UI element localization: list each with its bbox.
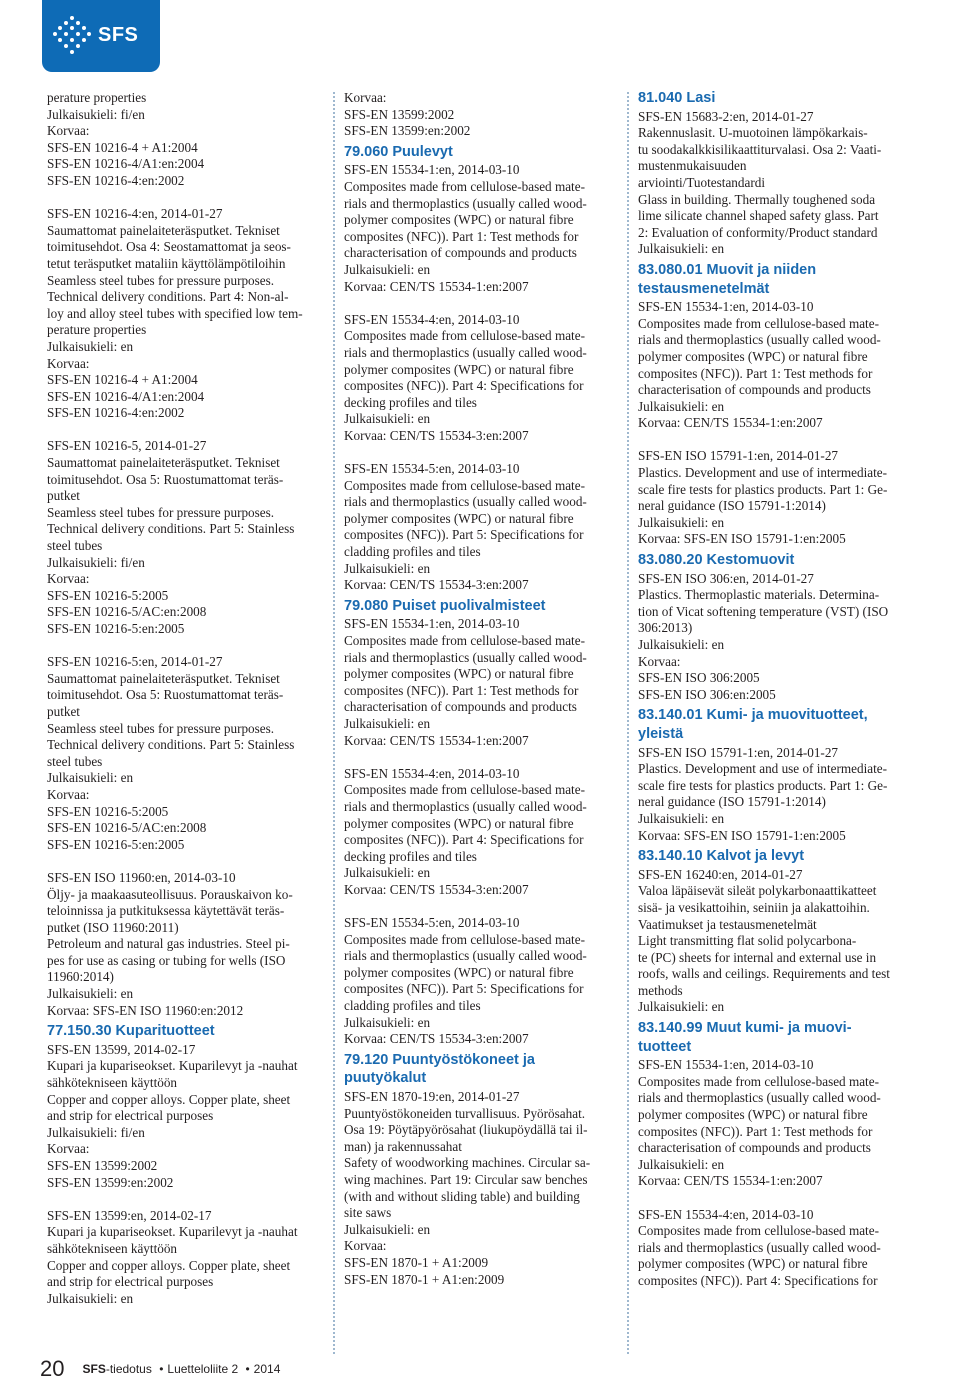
text-line: Composites made from cellulose-based mate- (638, 1073, 879, 1089)
text-line: pes for use as casing or tubing for wells (ISO (47, 952, 286, 968)
text-line: tu soodakalkkisilikaattiturvalasi. Osa 2: Vaati- (638, 141, 882, 157)
text-line: neral guidance (ISO 15791-1:2014) (638, 794, 826, 810)
text-line: Seamless steel tubes for pressure purposes. (47, 272, 275, 288)
text-line: Light transmitting flat solid polycarbona- (638, 933, 857, 949)
text-line: Plastics. Thermoplastic materials. Determina- (638, 587, 880, 603)
text-line: SFS-EN 13599, 2014-02-17 (47, 1041, 196, 1057)
text-line: Julkaisukieli: en (47, 338, 134, 354)
text-line: Julkaisukieli: fi/en (47, 1124, 145, 1140)
text-line: Korvaa: CEN/TS 15534-3:en:2007 (344, 427, 529, 443)
text-line: Rakennuslasit. U-muotoinen lämpökarkais- (638, 125, 868, 141)
text-line: composites (NFC)). Part 1: Test methods for (344, 228, 579, 244)
text-line: SFS-EN 15683-2:en, 2014-01-27 (638, 108, 814, 124)
text-line: sähkötekniseen käyttöön (47, 1075, 178, 1091)
paragraph-gap (344, 899, 619, 916)
text-line: Composites made from cellulose-based mate- (638, 315, 879, 331)
text-line: characterisation of compounds and products (638, 382, 871, 398)
text-line: Plastics. Development and use of intermediate- (638, 465, 888, 481)
text-line: Korvaa: (47, 571, 90, 587)
section-heading: 83.080.20 Kestomuovit (638, 552, 795, 569)
text-line: tion of Vicat softening temperature (VST) (ISO (638, 603, 889, 619)
text-line: composites (NFC)). Part 5: Specifications for (344, 527, 584, 543)
text-line: SFS-EN 10216-5:2005 (47, 803, 169, 819)
text-line: lime silicate channel shaped safety glass. Part (638, 208, 879, 224)
section-heading: 83.080.01 Muovit ja niiden (638, 261, 817, 278)
text-line: SFS-EN 1870-1 + A1:2009 (344, 1254, 489, 1270)
text-line: cladding profiles and tiles (344, 544, 481, 560)
paragraph-gap (344, 295, 619, 312)
logo-dots-icon (52, 14, 92, 58)
text-line: polymer composites (WPC) or natural fibre (344, 964, 574, 980)
text-line: Julkaisukieli: en (638, 1156, 725, 1172)
text-line: SFS-EN 10216-5:en:2005 (47, 836, 185, 852)
text-line: Korvaa: (344, 1238, 387, 1254)
text-line: polymer composites (WPC) or natural fibre (638, 1256, 868, 1272)
text-line: wing machines. Part 19: Circular saw benches (344, 1172, 588, 1187)
section-heading: 79.120 Puuntyöstökoneet ja (344, 1051, 535, 1068)
text-line: Korvaa: SFS-EN ISO 11960:en:2012 (47, 1002, 244, 1018)
text-line: SFS-EN 10216-5/AC:en:2008 (47, 820, 207, 836)
text-line: Puuntyöstökoneiden turvallisuus. Pyörösahat. (344, 1105, 586, 1121)
text-line: tetut teräsputket mataliin käyttölämpötiloihin (47, 255, 286, 271)
text-line: cladding profiles and tiles (344, 998, 481, 1014)
column-divider (333, 92, 335, 1354)
text-line: putket (ISO 11960:2011) (47, 919, 179, 935)
paragraph-gap (47, 190, 323, 207)
text-line: polymer composites (WPC) or natural fibre (638, 348, 868, 364)
text-line: characterisation of compounds and products (638, 1140, 871, 1156)
text-line: Korvaa: (47, 1141, 90, 1157)
text-line: Safety of woodworking machines. Circular sa- (344, 1155, 591, 1171)
text-line: Composites made from cellulose-based mate- (344, 477, 585, 493)
text-line: Korvaa: SFS-EN ISO 15791-1:en:2005 (638, 827, 846, 843)
text-line: steel tubes (47, 538, 103, 554)
paragraph-gap (47, 853, 323, 870)
text-line: toimitusehdot. Osa 5: Ruostumattomat teräs- (47, 687, 284, 703)
section-heading: tuotteet (638, 1038, 692, 1055)
section-heading: yleistä (638, 725, 684, 742)
section-heading: 77.150.30 Kuparituotteet (47, 1023, 215, 1040)
text-line: decking profiles and tiles (344, 848, 477, 864)
text-line: Korvaa: (47, 786, 90, 802)
text-line: polymer composites (WPC) or natural fibre (344, 510, 574, 526)
text-line: man) ja rakennussahat (344, 1138, 462, 1154)
text-line: SFS-EN 10216-4/A1:en:2004 (47, 156, 205, 172)
text-line: Composites made from cellulose-based mate- (344, 931, 585, 947)
text-line: rials and thermoplastics (usually called wood- (344, 649, 587, 665)
section-heading: 79.060 Puulevyt (344, 143, 453, 160)
text-line: SFS-EN 10216-5, 2014-01-27 (47, 438, 207, 454)
text-line: Korvaa: (47, 355, 90, 371)
text-line: methods (638, 982, 683, 998)
text-line: Julkaisukieli: en (344, 715, 431, 731)
text-line: SFS-EN 1870-1 + A1:en:2009 (344, 1271, 505, 1287)
text-line: Julkaisukieli: en (638, 398, 725, 414)
text-line: SFS-EN 13599:2002 (344, 106, 455, 122)
text-line: Glass in building. Thermally toughened soda (638, 191, 876, 207)
text-line: Korvaa: CEN/TS 15534-1:en:2007 (344, 278, 529, 294)
section-heading: 83.140.10 Kalvot ja levyt (638, 848, 805, 865)
text-line: decking profiles and tiles (344, 394, 477, 410)
text-line: composites (NFC)). Part 1: Test methods for (344, 682, 579, 698)
text-line: Osa 19: Pöytäpyörösahat (liukupöydällä tai il- (344, 1122, 588, 1138)
footer-publication: Luetteloliite 2 (167, 1362, 239, 1376)
text-line: Copper and copper alloys. Copper plate, sheet (47, 1257, 291, 1273)
text-line: Copper and copper alloys. Copper plate, sheet (47, 1091, 291, 1107)
text-line: putket (47, 703, 80, 719)
text-line: rials and thermoplastics (usually called wood- (344, 195, 587, 211)
text-line: steel tubes (47, 753, 103, 769)
text-line: SFS-EN ISO 306:en, 2014-01-27 (638, 570, 814, 586)
text-line: Julkaisukieli: en (638, 810, 725, 826)
text-line: Julkaisukieli: en (344, 261, 431, 277)
text-line: characterisation of compounds and products (344, 699, 577, 715)
text-line: polymer composites (WPC) or natural fibre (344, 212, 574, 228)
text-line: SFS-EN 10216-5:2005 (47, 587, 169, 603)
text-line: Julkaisukieli: fi/en (47, 554, 145, 570)
text-line: scale fire tests for plastics products. Part 1: Ge- (638, 481, 888, 497)
footer-separator: • (245, 1362, 250, 1376)
footer-brand: SFS (82, 1362, 106, 1376)
text-line: SFS-EN ISO 306:en:2005 (638, 686, 776, 702)
text-line: Korvaa: (344, 90, 387, 105)
sfs-logo (42, 0, 160, 72)
text-line: rials and thermoplastics (usually called wood- (344, 798, 587, 814)
page-number: 20 (40, 1356, 65, 1381)
text-line: roofs, walls and ceilings. Requirements and test (638, 966, 890, 982)
text-line: Korvaa: (638, 653, 681, 669)
text-line: Julkaisukieli: en (638, 999, 725, 1015)
text-line: Julkaisukieli: en (344, 411, 431, 427)
text-line: polymer composites (WPC) or natural fibre (344, 666, 574, 682)
paragraph-gap (638, 432, 913, 449)
paragraph-gap (47, 638, 323, 655)
text-line: 11960:2014) (47, 969, 114, 985)
paragraph-gap (638, 1190, 913, 1207)
text-line: SFS-EN 10216-4:en:2002 (47, 172, 185, 188)
text-line: SFS-EN 13599:en, 2014-02-17 (47, 1207, 212, 1223)
paragraph-gap (47, 422, 323, 439)
text-line: Composites made from cellulose-based mate- (638, 1223, 879, 1239)
text-line: composites (NFC)). Part 4: Specifications for (344, 378, 584, 394)
text-line: site saws (344, 1205, 392, 1221)
text-line: Valoa läpäisevät sileät polykarbonaattikatteet (638, 883, 877, 899)
text-line: sisä- ja vesikattoihin, seiniin ja alakattoihin. (638, 899, 870, 915)
text-line: Seamless steel tubes for pressure purposes. (47, 504, 275, 520)
text-line: SFS-EN 13599:en:2002 (344, 123, 471, 139)
text-line: SFS-EN 15534-5:en, 2014-03-10 (344, 461, 520, 477)
text-line: composites (NFC)). Part 4: Specifications for (638, 1272, 878, 1288)
text-line: and strip for electrical purposes (47, 1108, 214, 1124)
page-footer (40, 1356, 280, 1382)
text-line: SFS-EN 15534-1:en, 2014-03-10 (638, 299, 814, 315)
text-line: Korvaa: CEN/TS 15534-3:en:2007 (344, 1031, 529, 1047)
text-line: Saumattomat painelaiteteräsputket. Tekniset (47, 670, 280, 686)
text-line: putket (47, 488, 80, 504)
text-line: rials and thermoplastics (usually called wood- (344, 948, 587, 964)
text-line: Julkaisukieli: en (638, 241, 725, 257)
section-heading: 83.140.01 Kumi- ja muovituotteet, (638, 707, 868, 724)
text-line: SFS-EN 15534-1:en, 2014-03-10 (344, 162, 520, 178)
text-line: Julkaisukieli: en (638, 514, 725, 530)
text-line: SFS-EN ISO 15791-1:en, 2014-01-27 (638, 448, 839, 464)
text-line: Plastics. Development and use of intermediate- (638, 761, 888, 777)
section-heading: 79.080 Puiset puolivalmisteet (344, 597, 546, 614)
text-line: SFS-EN 15534-4:en, 2014-03-10 (638, 1206, 814, 1222)
text-line: Korvaa: (47, 123, 90, 139)
text-line: Korvaa: CEN/TS 15534-3:en:2007 (344, 577, 529, 593)
text-line: characterisation of compounds and products (344, 245, 577, 261)
paragraph-gap (344, 749, 619, 766)
text-line: SFS-EN 15534-5:en, 2014-03-10 (344, 915, 520, 931)
text-line: mustenmukaisuuden (638, 158, 747, 174)
paragraph-gap (47, 1191, 323, 1208)
column-divider (627, 92, 629, 1354)
text-line: Korvaa: CEN/TS 15534-1:en:2007 (638, 415, 823, 431)
text-line: toimitusehdot. Osa 4: Seostamattomat ja seos- (47, 239, 291, 255)
text-line: rials and thermoplastics (usually called wood- (638, 1239, 881, 1255)
text-line: 306:2013) (638, 620, 693, 636)
text-line: Korvaa: CEN/TS 15534-1:en:2007 (638, 1173, 823, 1189)
text-line: Saumattomat painelaiteteräsputket. Tekniset (47, 455, 280, 471)
text-line: SFS-EN 10216-4 + A1:2004 (47, 372, 198, 388)
text-column-1 (47, 90, 323, 1307)
text-line: teloinnissa ja putkituksessa käytettävät teräs- (47, 903, 285, 919)
footer-year: 2014 (253, 1362, 281, 1376)
text-line: Saumattomat painelaiteteräsputket. Tekniset (47, 222, 280, 238)
text-line: Technical delivery conditions. Part 5: Stainless (47, 737, 295, 753)
text-line: Technical delivery conditions. Part 4: Non-al- (47, 289, 289, 305)
section-heading: puutyökalut (344, 1070, 427, 1087)
text-line: SFS-EN ISO 11960:en, 2014-03-10 (47, 869, 236, 885)
text-line: SFS-EN 10216-4/A1:en:2004 (47, 388, 205, 404)
text-column-2 (344, 90, 619, 1288)
text-line: (with and without sliding table) and building (344, 1188, 580, 1204)
section-heading: 81.040 Lasi (638, 90, 716, 106)
text-line: SFS-EN 10216-4:en, 2014-01-27 (47, 206, 223, 222)
text-line: polymer composites (WPC) or natural fibre (344, 361, 574, 377)
text-line: Petroleum and natural gas industries. Steel pi- (47, 936, 290, 952)
text-line: Öljy- ja maakaasuteollisuus. Porauskaivon ko- (47, 886, 293, 902)
text-line: rials and thermoplastics (usually called wood- (344, 494, 587, 510)
text-line: Composites made from cellulose-based mate- (344, 178, 585, 194)
text-line: SFS-EN 10216-5:en:2005 (47, 621, 185, 636)
text-line: Korvaa: SFS-EN ISO 15791-1:en:2005 (638, 531, 846, 547)
text-line: Technical delivery conditions. Part 5: Stainless (47, 521, 295, 537)
text-line: Korvaa: CEN/TS 15534-1:en:2007 (344, 732, 529, 748)
text-line: Julkaisukieli: en (47, 986, 134, 1002)
text-line: toimitusehdot. Osa 5: Ruostumattomat teräs- (47, 471, 284, 487)
text-line: loy and alloy steel tubes with specified low tem- (47, 305, 303, 321)
text-line: Vaatimukset ja testausmenetelmät (638, 916, 817, 932)
text-line: rials and thermoplastics (usually called wood- (344, 344, 587, 360)
text-line: Julkaisukieli: en (344, 1014, 431, 1030)
logo-text: SFS (98, 24, 139, 46)
text-line: and strip for electrical purposes (47, 1274, 214, 1290)
text-line: Julkaisukieli: fi/en (47, 106, 145, 122)
footer-separator: • (159, 1362, 164, 1376)
text-line: SFS-EN 13599:en:2002 (47, 1174, 174, 1190)
text-line: composites (NFC)). Part 4: Specifications for (344, 832, 584, 848)
text-line: Julkaisukieli: en (344, 1221, 431, 1237)
text-line: te (PC) sheets for internal and external use in (638, 949, 877, 965)
text-line: Julkaisukieli: en (47, 1290, 134, 1306)
text-line: Composites made from cellulose-based mate- (344, 782, 585, 798)
text-line: Julkaisukieli: en (344, 865, 431, 881)
text-line: SFS-EN 15534-1:en, 2014-03-10 (638, 1057, 814, 1073)
text-line: rials and thermoplastics (usually called wood- (638, 332, 881, 348)
text-line: Seamless steel tubes for pressure purposes. (47, 720, 275, 736)
text-line: rials and thermoplastics (usually called wood- (638, 1090, 881, 1106)
text-line: SFS-EN 10216-4:en:2002 (47, 405, 185, 421)
text-line: Kupari ja kupariseokset. Kuparilevyt ja -nauhat (47, 1058, 298, 1074)
text-line: SFS-EN 16240:en, 2014-01-27 (638, 866, 803, 882)
text-line: neral guidance (ISO 15791-1:2014) (638, 498, 826, 514)
text-line: SFS-EN 10216-5/AC:en:2008 (47, 604, 207, 620)
text-line: SFS-EN ISO 15791-1:en, 2014-01-27 (638, 744, 839, 760)
text-line: Kupari ja kupariseokset. Kuparilevyt ja -nauhat (47, 1224, 298, 1240)
text-line: Julkaisukieli: en (47, 770, 134, 786)
section-heading: testausmenetelmät (638, 280, 770, 297)
text-line: perature properties (47, 90, 147, 105)
text-line: SFS-EN 10216-5:en, 2014-01-27 (47, 654, 223, 670)
text-line: SFS-EN 1870-19:en, 2014-01-27 (344, 1089, 520, 1105)
text-line: SFS-EN 10216-4 + A1:2004 (47, 139, 198, 155)
text-line: SFS-EN 15534-1:en, 2014-03-10 (344, 616, 520, 632)
footer-brand-suffix: -tiedotus (105, 1362, 152, 1376)
text-line: 2: Evaluation of conformity/Product standard (638, 224, 878, 240)
text-line: Composites made from cellulose-based mate- (344, 328, 585, 344)
text-line: SFS-EN 15534-4:en, 2014-03-10 (344, 311, 520, 327)
text-line: SFS-EN 13599:2002 (47, 1158, 158, 1173)
text-line: SFS-EN ISO 306:2005 (638, 670, 760, 686)
text-line: Composites made from cellulose-based mate- (344, 633, 585, 648)
text-line: polymer composites (WPC) or natural fibre (638, 1107, 868, 1123)
text-line: SFS-EN 15534-4:en, 2014-03-10 (344, 765, 520, 781)
text-line: Julkaisukieli: en (344, 560, 431, 576)
text-line: sähkötekniseen käyttöön (47, 1240, 178, 1256)
text-line: polymer composites (WPC) or natural fibre (344, 815, 574, 831)
text-column-3 (638, 90, 913, 1290)
text-line: composites (NFC)). Part 1: Test methods for (638, 1123, 873, 1139)
text-line: Korvaa: CEN/TS 15534-3:en:2007 (344, 881, 529, 897)
text-line: scale fire tests for plastics products. Part 1: Ge- (638, 777, 888, 793)
paragraph-gap (344, 444, 619, 461)
text-line: composites (NFC)). Part 1: Test methods for (638, 365, 873, 381)
text-line: Julkaisukieli: en (638, 637, 725, 652)
text-line: composites (NFC)). Part 5: Specifications for (344, 981, 584, 997)
section-heading: 83.140.99 Muut kumi- ja muovi- (638, 1020, 852, 1037)
text-line: perature properties (47, 322, 147, 338)
text-line: arviointi/Tuotestandardi (638, 174, 765, 190)
